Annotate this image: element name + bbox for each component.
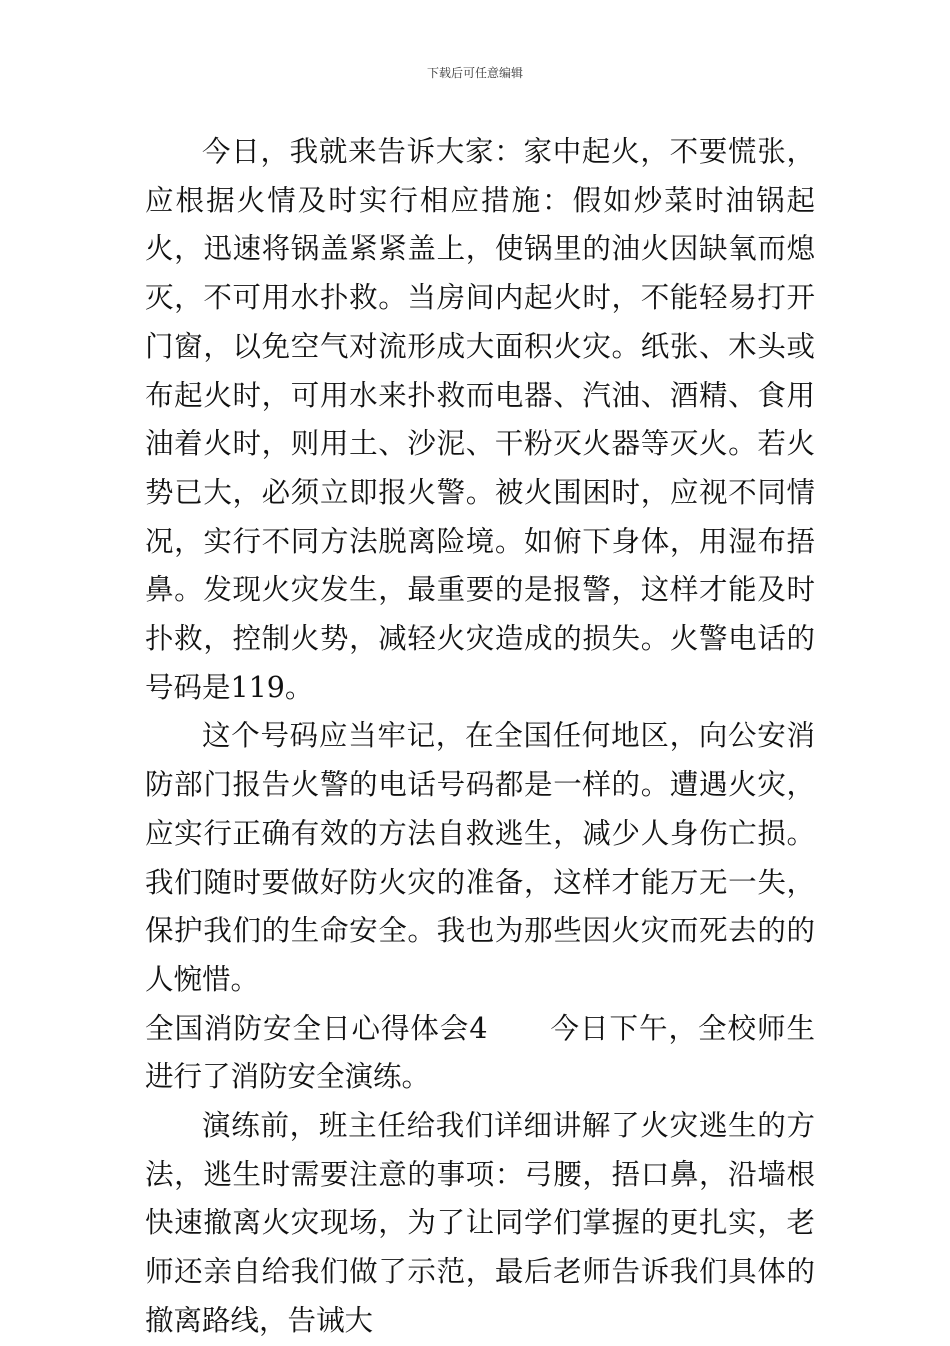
paragraph-drill: 演练前，班主任给我们详细讲解了火灾逃生的方法，逃生时需要注意的事项：弓腰，捂口鼻，沿墙根快速撤离火灾现场，为了让同学们掌握的更扎实，老师还亲自给我们做了示范，最后老师告诉我们具体的撤离路线，告诫大: [145, 1109, 815, 1337]
paragraph-remember-number: 这个号码应当牢记，在全国任何地区，向公安消防部门报告火警的电话号码都是一样的。遭遇火灾，应实行正确有效的方法自救逃生，减少人身伤亡损。我们随时要做好防火灾的准备，这样才能万无一失，保护我们的生命安全。我也为那些因火灾而死去的的人惋惜。: [145, 719, 815, 996]
page-header: 下载后可任意编辑: [426, 66, 523, 80]
section-title: 全国消防安全日心得体会4: [145, 1011, 488, 1045]
document-body: [145, 128, 815, 1346]
section-intro: 今日下午，全校师生进行了消防安全演练。: [145, 1011, 815, 1094]
paragraph-fire-response: 今日，我就来告诉大家：家中起火，不要慌张，应根据火情及时实行相应措施：假如炒菜时油锅起火，迅速将锅盖紧紧盖上，使锅里的油火因缺氧而熄灭，不可用水扑救。当房间内起火时，不能轻易打开门窗，以免空气对流形成大面积火灾。纸张、木头或布起火时，可用水来扑救而电器、汽油、酒精、食用油着火时，则用土、沙泥、干粉灭火器等灭火。若火势已大，必须立即报火警。被火围困时，应视不同情况，实行不同方法脱离险境。如俯下身体，用湿布捂鼻。发现火灾发生，最重要的是报警，这样才能及时扑救，控制火势，减轻火灾造成的损失。火警电话的号码是119。: [145, 135, 815, 704]
paragraph-section-4: [145, 1005, 815, 1102]
